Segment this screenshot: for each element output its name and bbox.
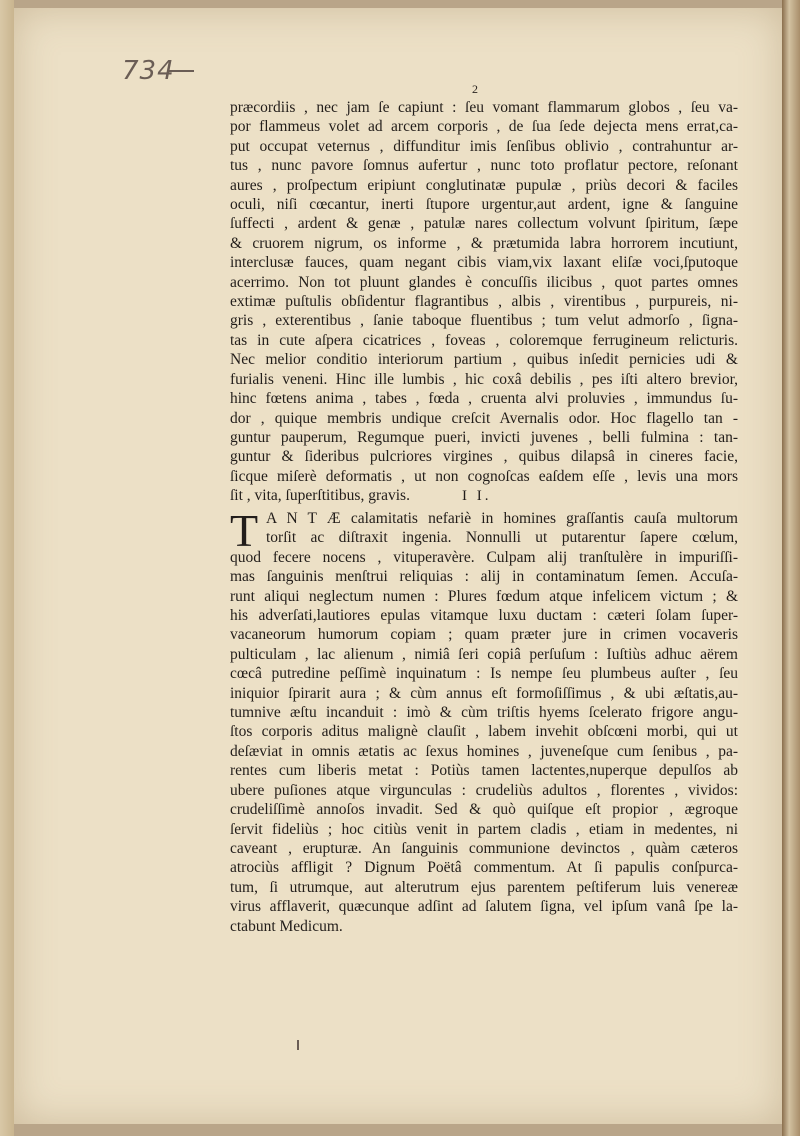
text-line: hinc fœtens anima , tabes , fœda , cruenta alvi proluvies , immundus ſu- — [230, 390, 738, 408]
text-line: Nec melior conditio interiorum partium , quibus inſedit pernicies udi & — [230, 351, 738, 369]
text-line: extimæ puſtulis obſidentur flagrantibus , albis , virentibus , purpureis, ni- — [230, 293, 738, 311]
text-line: ſit , vita, ſuperſtitibus, gravis. — [230, 487, 410, 505]
drop-cap: T — [230, 505, 259, 556]
text-line: A N T Æ calamitatis nefariè in homines graſſantis cauſa multorum — [266, 510, 738, 527]
text-line: tum, ſi utrumque, aut alterutrum ejus parentem peſtiferum luis venereæ — [230, 878, 738, 896]
text-line: guntur pauperum, Regumque pueri, invicti juvenes , belli fulmina : tan- — [230, 428, 738, 446]
text-line: ſicque miſerè deformatis , ut non cognoſcas eaſdem eſſe , levis una mors — [230, 467, 738, 485]
paragraph-2 — [230, 505, 738, 936]
text-line: interclusæ fauces, quam negant cibis viam,vix laxant eliſæ voci,ſputoque — [230, 254, 738, 272]
text-line: ctabunt Medicum. — [230, 917, 343, 935]
text-line: tumnive æſtu incanduit : imò & cùm triſtis hyems ſcelerato frigore angu- — [230, 704, 738, 722]
text-line: iniquior ſpirarit aura ; & cùm annus eſt formoſiſſimus , & ubi æſtatis,au- — [230, 684, 738, 702]
text-line: ſtos corporis aditus malignè clauſit , labem invehit obſcœni morbi, qui ut — [230, 723, 738, 741]
section-number: I I. — [462, 488, 492, 504]
text-line: runt aliqui neglectum numen : Plures fœdum atque infelicem victum ; & — [230, 587, 738, 605]
text-line: ſuffecti , ardent & genæ , patulæ nares collectum volvunt ſpiritum, ſæpe — [230, 215, 738, 233]
text-line: his adverſati,lautiores epulas vitamque luxu ductam : cæteri ſolam ſuper- — [230, 607, 738, 625]
text-line: quod fecere nocens , vituperavère. Culpam alij tranſtulère in impuriſſi- — [230, 548, 738, 566]
text-line: acerrimo. Non tot pluunt glandes è concuſſis ilicibus , quot partes omnes — [230, 273, 738, 291]
text-line: ſervit fideliùs ; hoc citiùs venit in partem cladis , etiam in medentes, ni — [230, 820, 738, 838]
text-line: virus afflaverit, quæcunque adſint ad ſalutem ſigna, vel ipſum vanâ ſpe la- — [230, 898, 738, 916]
folio-underline — [168, 70, 194, 72]
text-line: torſit ac diſtraxit ingenia. Nonnulli ut putarentur ſapere cœlum, — [266, 529, 738, 547]
text-line: pulticulam , lac alienum , nimiâ ſeri copiâ perſuſum : Iuſtiùs adhuc aërem — [230, 645, 738, 663]
paragraph-1 — [230, 98, 738, 506]
text-line: vacaneorum humorum copiam ; quam præter jure in crimen vocaveris — [230, 626, 738, 644]
text-line: oculi, niſi cœcantur, inerti ſtupore urgentur,aut ardent, igne & ſanguine — [230, 196, 738, 214]
text-line: & cruorem nigrum, os informe , & prætumida labra horrorem incutiunt, — [230, 234, 738, 252]
text-line: aures , proſpectum eripiunt conglutinatæ pupulæ , priùs decori & faciles — [230, 176, 738, 194]
text-line: dor , quique membris undique creſcit Avernalis odor. Hoc flagello tan - — [230, 409, 738, 427]
text-line: deſæviat in omnis ætatis ac ſexus homines , juveneſque cum ſenibus , pa- — [230, 742, 738, 760]
text-line: tas in cute aſpera cicatrices , foveas , coloremque ferrugineum relicturis. — [230, 331, 738, 349]
text-line: por flammeus volet ad arcem corporis , de ſua ſede dejecta mens errat,ca- — [230, 118, 738, 136]
text-line: rentes cum liberis metat : Potiùs tamen lactentes,nuperque depulſos ab — [230, 762, 738, 780]
text-line: tus , nunc pavore ſomnus aufertur , nunc toto proflatur pectore, reſonant — [230, 157, 738, 175]
book-edge-right — [782, 0, 800, 1136]
text-line: caveant , erupturæ. An ſanguinis communione devinctos , quàm cæteros — [230, 839, 738, 857]
ink-mark — [297, 1040, 299, 1050]
text-line: atrociùs affligit ? Dignum Poëtâ commentum. At ſi papulis conſpurca- — [230, 859, 738, 877]
text-line: ubere puſiones atque virgunculas : crudeliùs adultos , florentes , vividos: — [230, 781, 738, 799]
text-line: crudeliſſimè annoſos invadit. Sed & quò quiſque eſt propior , ægroque — [230, 801, 738, 819]
text-line: guntur & ſideribus pulcriores virgines , quibus dilapsâ in cineres facie, — [230, 448, 738, 466]
page-edge-left — [0, 0, 14, 1136]
text-line: præcordiis , nec jam ſe capiunt : ſeu vomant flammarum globos , ſeu va- — [230, 99, 738, 116]
text-line: put occupat veternus , diffunditur imis ſenſibus oblivio , contrahuntur ar- — [230, 137, 738, 155]
text-line: gris , exterentibus , ſanie taboque fluentibus ; tum velut admorſo , ſigna- — [230, 312, 738, 330]
text-line: mas ſanguinis menſtrui reliquias : alij in contaminatum ſemen. Accuſa- — [230, 568, 738, 586]
page-number: 2 — [472, 82, 478, 96]
text-line: cœcâ putredine peſſimè inquinatum : Is nempe ſeu plumbeus auſter , ſeu — [230, 665, 738, 683]
handwritten-folio-number: 734 — [122, 56, 175, 86]
text-line: furialis veneni. Hinc ille lumbis , hic coxâ debilis , pes iſti altero brevior, — [230, 370, 738, 388]
